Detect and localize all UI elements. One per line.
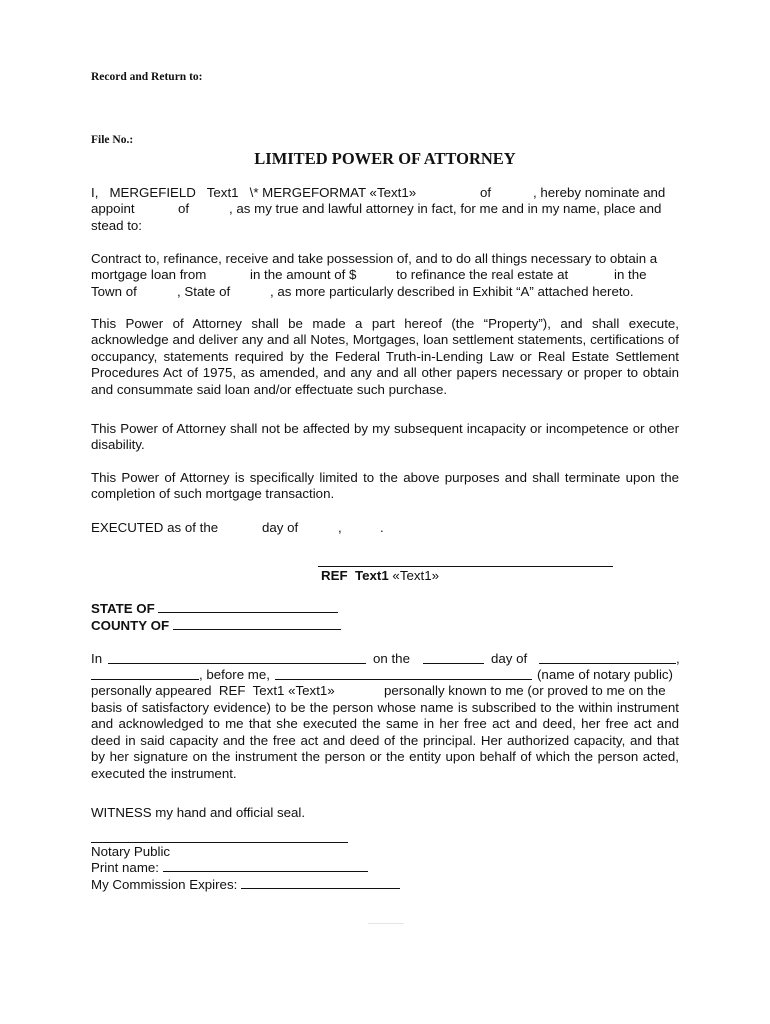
notary-year-blank[interactable]: [91, 679, 199, 680]
page-footer-mark: [368, 923, 404, 924]
notary-body: basis of satisfactory evidence) to be the person whose name is subscribed to the within instrument and acknowledged to me that she executed the same in her free act and deed, her free act and deed in said capacity and the free act and deed of the principal. Her authorized capacity, and that by her signature on the instrument the person or the entity upon behalf of which the person acted, executed the instrument.: [91, 700, 679, 781]
p2-line2-d: in the: [614, 267, 647, 282]
state-of-label: STATE OF: [91, 601, 155, 616]
p1-line1-b: of: [480, 185, 492, 200]
notary-signature-line[interactable]: [91, 842, 348, 843]
document-title: LIMITED POWER OF ATTORNEY: [254, 149, 516, 168]
p2-line1: Contract to, refinance, receive and take possession of, and to do all things necessary to obtain a: [91, 251, 658, 266]
signature-line[interactable]: [318, 566, 613, 567]
p1-line1-a: I, MERGEFIELD Text1 \* MERGEFORMAT «Text1»: [91, 185, 417, 200]
notary-day-of: day of: [491, 651, 528, 666]
p2-line3-b: , State of: [177, 284, 231, 299]
notary-name-label: (name of notary public): [537, 667, 673, 682]
notary-in: In: [91, 651, 103, 666]
notary-appeared: personally appeared REF Text1 «Text1»: [91, 683, 335, 698]
notary-on-the: on the: [373, 651, 410, 666]
paragraph-limitation: This Power of Attorney is specifically limited to the above purposes and shall terminate upon the completion of such mortgage transaction.: [91, 470, 679, 502]
p1-line2-b: of: [178, 201, 190, 216]
state-of-blank[interactable]: [158, 601, 338, 613]
p2-line3-a: Town of: [91, 284, 137, 299]
commission-row: [91, 877, 400, 893]
signature-ref-value: «Text1»: [388, 568, 439, 583]
p2-line3-c: , as more particularly described in Exhibit “A” attached hereto.: [270, 284, 634, 299]
notary-public-label: Notary Public: [91, 844, 171, 859]
executed-comma: ,: [338, 520, 342, 535]
p2-line2-b: in the amount of $: [250, 267, 357, 282]
notary-l1-comma: ,: [676, 651, 680, 666]
paragraph-power-scope: This Power of Attorney shall be made a part hereof (the “Property”), and shall execute, acknowledge and deliver any and all Notes, Mortgages, loan settlement statements, certifications of occupancy, statements required by the Federal Truth-in-Lending Law or Real Estate Settlement Procedures Act of 1975, as amended, and any and all other papers necessary or proper to obtain and consummate said loan and/or effectuate such purchase.: [91, 316, 679, 397]
county-of-blank[interactable]: [173, 618, 341, 630]
witness-line: WITNESS my hand and official seal.: [91, 805, 306, 820]
signature-ref-field: REF Text1: [321, 568, 389, 583]
notary-on-the-blank[interactable]: [423, 663, 484, 664]
print-name-label: Print name:: [91, 860, 159, 875]
notary-in-blank[interactable]: [108, 663, 366, 664]
p1-line2-a: appoint: [91, 201, 135, 216]
paragraph-incapacity: This Power of Attorney shall not be affected by my subsequent incapacity or incompetence or other disability.: [91, 421, 679, 453]
notary-before-me: , before me,: [199, 667, 270, 682]
p1-line3: stead to:: [91, 218, 143, 233]
executed-period: .: [380, 520, 384, 535]
state-of-row: [91, 601, 338, 617]
p1-line1-c: , hereby nominate and: [533, 185, 666, 200]
print-name-row: [91, 860, 368, 876]
notary-known: personally known to me (or proved to me on the: [384, 683, 666, 698]
executed-day-of: day of: [262, 520, 299, 535]
commission-label: My Commission Expires:: [91, 877, 238, 892]
executed-as-of: EXECUTED as of the: [91, 520, 219, 535]
p1-line2-c: , as my true and lawful attorney in fact, for me and in my name, place and: [229, 201, 662, 216]
p2-line2-c: to refinance the real estate at: [396, 267, 569, 282]
county-of-row: [91, 618, 341, 634]
signature-ref: [321, 568, 439, 584]
file-no-label: File No.:: [91, 134, 134, 146]
commission-blank[interactable]: [241, 877, 400, 889]
record-return-label: Record and Return to:: [91, 71, 203, 83]
county-of-label: COUNTY OF: [91, 618, 170, 633]
notary-day-of-blank[interactable]: [539, 663, 676, 664]
p2-line2-a: mortgage loan from: [91, 267, 207, 282]
print-name-blank[interactable]: [163, 860, 368, 872]
notary-name-blank[interactable]: [275, 679, 532, 680]
